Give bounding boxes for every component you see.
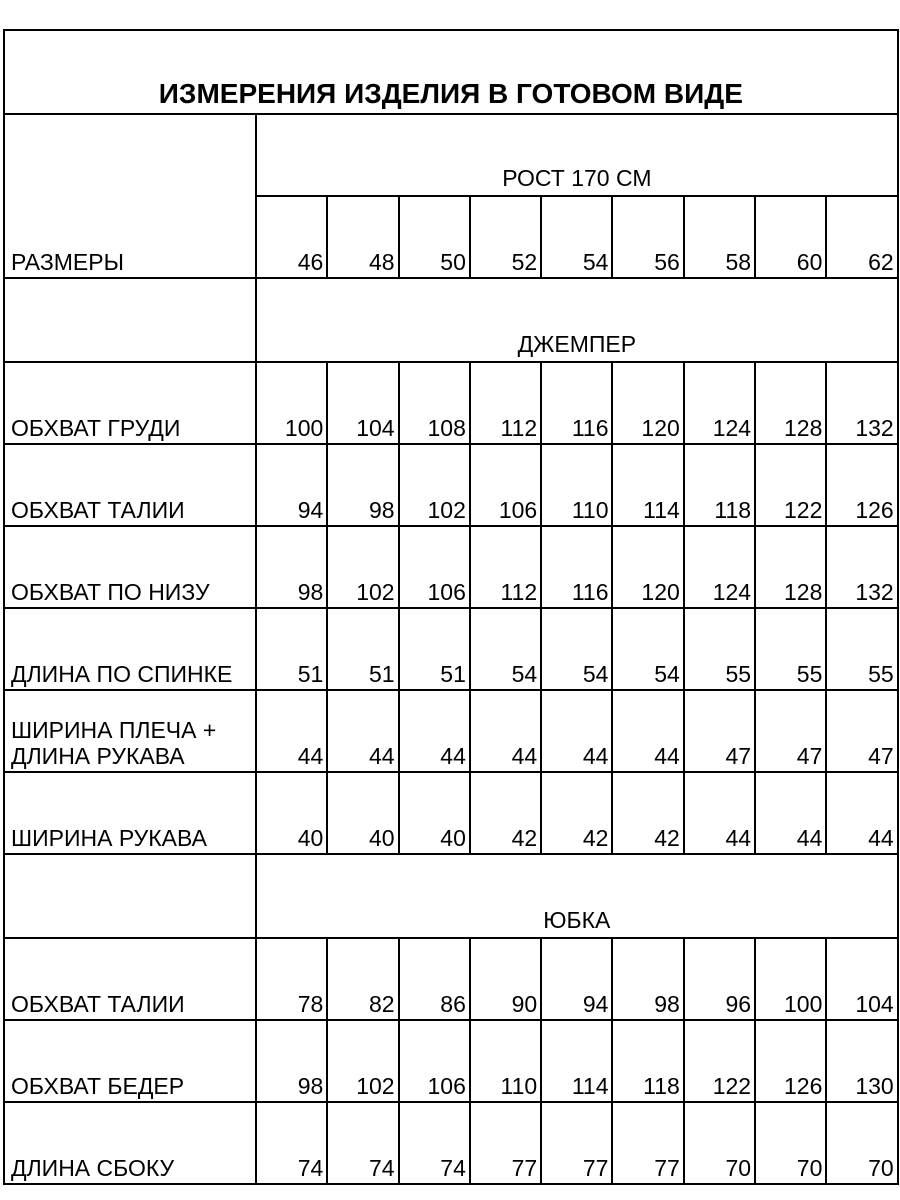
value-cell: 122 bbox=[755, 444, 826, 526]
value-cell: 106 bbox=[399, 526, 470, 608]
value-cell: 102 bbox=[399, 444, 470, 526]
row-label: ШИРИНА РУКАВА bbox=[4, 772, 256, 854]
value-cell: 42 bbox=[541, 772, 612, 854]
value-cell: 78 bbox=[256, 938, 327, 1020]
value-cell: 54 bbox=[470, 608, 541, 690]
value-cell: 128 bbox=[755, 526, 826, 608]
value-cell: 100 bbox=[755, 938, 826, 1020]
value-cell: 55 bbox=[826, 608, 897, 690]
table-row bbox=[4, 938, 898, 1020]
value-cell: 98 bbox=[612, 938, 683, 1020]
value-cell: 42 bbox=[612, 772, 683, 854]
value-cell: 74 bbox=[327, 1102, 398, 1184]
table-title: ИЗМЕРЕНИЯ ИЗДЕЛИЯ В ГОТОВОМ ВИДЕ bbox=[4, 30, 898, 114]
section-header-row bbox=[4, 854, 898, 938]
value-cell: 86 bbox=[399, 938, 470, 1020]
value-cell: 98 bbox=[256, 1020, 327, 1102]
value-cell: 120 bbox=[612, 526, 683, 608]
value-cell: 40 bbox=[399, 772, 470, 854]
empty-cell bbox=[4, 278, 256, 362]
value-cell: 44 bbox=[327, 690, 398, 772]
section-header-row bbox=[4, 278, 898, 362]
value-cell: 116 bbox=[541, 362, 612, 444]
value-cell: 44 bbox=[399, 690, 470, 772]
value-cell: 44 bbox=[541, 690, 612, 772]
value-cell: 94 bbox=[256, 444, 327, 526]
row-label: ОБХВАТ БЕДЕР bbox=[4, 1020, 256, 1102]
value-cell: 110 bbox=[470, 1020, 541, 1102]
row-label: ОБХВАТ ТАЛИИ bbox=[4, 444, 256, 526]
row-label: ДЛИНА ПО СПИНКЕ bbox=[4, 608, 256, 690]
value-cell: 42 bbox=[470, 772, 541, 854]
row-label: ШИРИНА ПЛЕЧА + ДЛИНА РУКАВА bbox=[4, 690, 256, 772]
section-title: ДЖЕМПЕР bbox=[256, 278, 898, 362]
value-cell: 132 bbox=[826, 362, 897, 444]
value-cell: 102 bbox=[327, 526, 398, 608]
value-cell: 110 bbox=[541, 444, 612, 526]
size-cell: 50 bbox=[399, 196, 470, 278]
value-cell: 40 bbox=[256, 772, 327, 854]
value-cell: 55 bbox=[755, 608, 826, 690]
value-cell: 70 bbox=[755, 1102, 826, 1184]
table-row bbox=[4, 362, 898, 444]
value-cell: 106 bbox=[470, 444, 541, 526]
row-label: ОБХВАТ ТАЛИИ bbox=[4, 938, 256, 1020]
value-cell: 98 bbox=[327, 444, 398, 526]
value-cell: 104 bbox=[826, 938, 897, 1020]
table-row bbox=[4, 772, 898, 854]
value-cell: 96 bbox=[684, 938, 755, 1020]
value-cell: 77 bbox=[612, 1102, 683, 1184]
value-cell: 90 bbox=[470, 938, 541, 1020]
size-cell: 52 bbox=[470, 196, 541, 278]
size-cell: 58 bbox=[684, 196, 755, 278]
empty-cell bbox=[4, 854, 256, 938]
value-cell: 114 bbox=[612, 444, 683, 526]
height-label: РОСТ 170 СМ bbox=[256, 114, 898, 196]
value-cell: 82 bbox=[327, 938, 398, 1020]
value-cell: 54 bbox=[541, 608, 612, 690]
size-cell: 60 bbox=[755, 196, 826, 278]
value-cell: 126 bbox=[826, 444, 897, 526]
size-cell: 56 bbox=[612, 196, 683, 278]
row-label: ДЛИНА СБОКУ bbox=[4, 1102, 256, 1184]
table-row bbox=[4, 1102, 898, 1184]
value-cell: 44 bbox=[684, 772, 755, 854]
value-cell: 94 bbox=[541, 938, 612, 1020]
value-cell: 126 bbox=[755, 1020, 826, 1102]
table-row bbox=[4, 1020, 898, 1102]
value-cell: 47 bbox=[826, 690, 897, 772]
value-cell: 44 bbox=[755, 772, 826, 854]
value-cell: 44 bbox=[612, 690, 683, 772]
value-cell: 128 bbox=[755, 362, 826, 444]
value-cell: 118 bbox=[612, 1020, 683, 1102]
value-cell: 70 bbox=[684, 1102, 755, 1184]
table-row bbox=[4, 608, 898, 690]
value-cell: 51 bbox=[399, 608, 470, 690]
value-cell: 51 bbox=[327, 608, 398, 690]
value-cell: 102 bbox=[327, 1020, 398, 1102]
size-cell: 48 bbox=[327, 196, 398, 278]
sizes-label: РАЗМЕРЫ bbox=[4, 114, 256, 278]
value-cell: 108 bbox=[399, 362, 470, 444]
value-cell: 132 bbox=[826, 526, 897, 608]
table-row bbox=[4, 444, 898, 526]
value-cell: 77 bbox=[470, 1102, 541, 1184]
value-cell: 106 bbox=[399, 1020, 470, 1102]
table-row bbox=[4, 690, 898, 772]
row-label: ОБХВАТ ГРУДИ bbox=[4, 362, 256, 444]
value-cell: 40 bbox=[327, 772, 398, 854]
value-cell: 122 bbox=[684, 1020, 755, 1102]
value-cell: 77 bbox=[541, 1102, 612, 1184]
value-cell: 44 bbox=[826, 772, 897, 854]
size-cell: 46 bbox=[256, 196, 327, 278]
value-cell: 55 bbox=[684, 608, 755, 690]
value-cell: 74 bbox=[256, 1102, 327, 1184]
value-cell: 98 bbox=[256, 526, 327, 608]
value-cell: 120 bbox=[612, 362, 683, 444]
value-cell: 47 bbox=[755, 690, 826, 772]
value-cell: 112 bbox=[470, 526, 541, 608]
value-cell: 70 bbox=[826, 1102, 897, 1184]
value-cell: 124 bbox=[684, 362, 755, 444]
size-cell: 54 bbox=[541, 196, 612, 278]
value-cell: 44 bbox=[256, 690, 327, 772]
value-cell: 54 bbox=[612, 608, 683, 690]
measurements-table bbox=[3, 29, 899, 1185]
row-label: ОБХВАТ ПО НИЗУ bbox=[4, 526, 256, 608]
value-cell: 116 bbox=[541, 526, 612, 608]
value-cell: 44 bbox=[470, 690, 541, 772]
section-title: ЮБКА bbox=[256, 854, 898, 938]
table-row bbox=[4, 526, 898, 608]
value-cell: 118 bbox=[684, 444, 755, 526]
value-cell: 104 bbox=[327, 362, 398, 444]
value-cell: 47 bbox=[684, 690, 755, 772]
value-cell: 112 bbox=[470, 362, 541, 444]
value-cell: 114 bbox=[541, 1020, 612, 1102]
value-cell: 74 bbox=[399, 1102, 470, 1184]
size-cell: 62 bbox=[826, 196, 897, 278]
value-cell: 124 bbox=[684, 526, 755, 608]
value-cell: 130 bbox=[826, 1020, 897, 1102]
value-cell: 100 bbox=[256, 362, 327, 444]
value-cell: 51 bbox=[256, 608, 327, 690]
